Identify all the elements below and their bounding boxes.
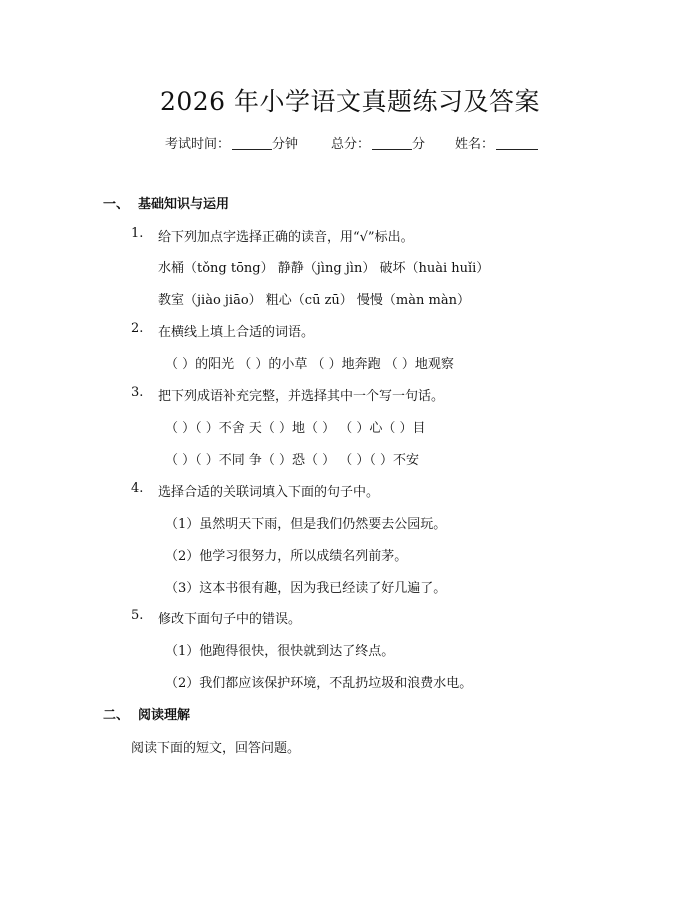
- question-text: 把下列成语补充完整，并选择其中一个写一句话。: [158, 389, 445, 404]
- question-line: 水桶（tǒng tōng） 静静（jìng jìn） 破坏（huài huǐi）: [158, 261, 490, 276]
- exam-time-label: 考试时间：: [165, 137, 231, 152]
- question-line: （2）我们都应该保护环境，不乱扔垃圾和浪费水电。: [165, 676, 473, 691]
- question-text: 在横线上填上合适的词语。: [158, 325, 315, 340]
- total-score-unit: 分: [412, 137, 426, 152]
- question-number: 4.: [131, 481, 144, 496]
- section-title: 阅读理解: [138, 708, 191, 723]
- section-number: 二、: [103, 708, 130, 723]
- section-title: 基础知识与运用: [138, 197, 230, 212]
- total-score-blank: [372, 136, 412, 150]
- student-name-label: 姓名：: [455, 137, 495, 152]
- question-number: 5.: [131, 608, 144, 623]
- question-line: （ ）的阳光 （ ）的小草 （ ）地奔跑 （ ）地观察: [165, 357, 454, 372]
- student-name-blank: [496, 136, 538, 150]
- question-text: 给下列加点字选择正确的读音，用“√”标出。: [158, 230, 414, 245]
- section-number: 一、: [103, 197, 130, 212]
- page-title: 2026 年小学语文真题练习及答案: [159, 87, 541, 116]
- section-intro: 阅读下面的短文，回答问题。: [131, 741, 301, 756]
- question-text: 修改下面句子中的错误。: [158, 612, 302, 627]
- question-line: （1）他跑得很快，很快就到达了终点。: [165, 644, 395, 659]
- student-name-field: [455, 133, 538, 152]
- question-number: 3.: [131, 385, 144, 400]
- question-number: 2.: [131, 321, 144, 336]
- question-line: （3）这本书很有趣，因为我已经读了好几遍了。: [165, 581, 447, 596]
- question-line: （2）他学习很努力，所以成绩名列前茅。: [165, 549, 408, 564]
- question-line: 教室（jiào jiāo） 粗心（cū zū） 慢慢（màn màn）: [158, 293, 470, 308]
- question-line: （1）虽然明天下雨，但是我们仍然要去公园玩。: [165, 517, 447, 532]
- question-number: 1.: [131, 226, 144, 241]
- exam-time-unit: 分钟: [272, 137, 299, 152]
- total-score-label: 总分：: [331, 137, 371, 152]
- total-score-field: [331, 133, 425, 152]
- exam-time-blank: [232, 136, 272, 150]
- question-line: （ ）（ ）不同 争（ ）恐（ ） （ ）（ ）不安: [165, 453, 420, 468]
- question-text: 选择合适的关联词填入下面的句子中。: [158, 485, 380, 500]
- question-line: （ ）（ ）不舍 天（ ）地（ ） （ ）心（ ）目: [165, 421, 426, 436]
- exam-time-field: [165, 133, 298, 152]
